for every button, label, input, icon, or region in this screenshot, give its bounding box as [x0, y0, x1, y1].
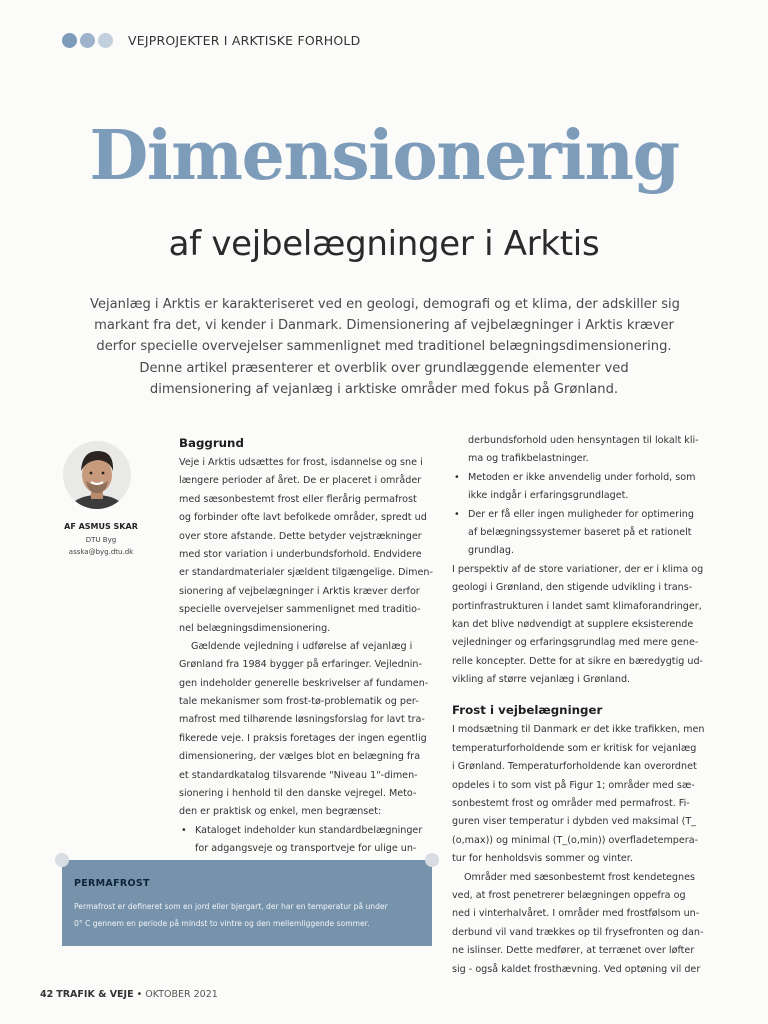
- text-line: og forbinder ofte lavt befolkede områder, spredt ud: [179, 512, 427, 524]
- author-email: asska@byg.dtu.dk: [68, 548, 134, 556]
- bullet-text: Kataloget indeholder kun standardbelægninger: [195, 824, 423, 836]
- text-line: over store afstande. Dette betyder vejstrækninger: [179, 530, 422, 542]
- section-heading: Frost i vejbelægninger: [452, 703, 603, 718]
- author-org: DTU Byg: [85, 536, 117, 544]
- bullet-marker: •: [454, 508, 460, 520]
- intro-line: markant fra det, vi kender i Danmark. Dimensionering af vejbelægninger i Arktis kræver: [94, 318, 674, 334]
- article-title: Dimensionering: [89, 116, 679, 196]
- text-line: ma og trafikbelastninger.: [468, 453, 589, 465]
- text-line: dimensionering, der vælges blot en belægning fra: [179, 751, 421, 763]
- text-line: fikerede veje. I praksis foretages der ingen egentlig: [179, 732, 427, 744]
- article-subtitle: af vejbelægninger i Arktis: [168, 224, 600, 264]
- text-line: kan det blive nødvendigt at supplere eksisterende: [452, 618, 694, 630]
- bullet-text: Der er få eller ingen muligheder for optimering: [468, 508, 694, 520]
- page-footer: [40, 989, 218, 1000]
- permafrost-infobox: [62, 860, 432, 946]
- text-line: specielle overvejelser sammenlignet med traditio-: [179, 604, 421, 616]
- decor-dot-1: [62, 33, 77, 48]
- intro-line: Denne artikel præsenterer et overblik over grundlæggende elementer ved: [139, 360, 629, 376]
- text-line: opdeles i to som vist på Figur 1; områder med sæ-: [452, 779, 695, 791]
- text-line: vikling af større vejanlæg i Grønland.: [452, 674, 631, 686]
- text-line: relle koncepter. Dette for at sikre en bæredygtig ud-: [452, 655, 704, 667]
- text-line: ved, at frost penetrerer belægningen oppefra og: [452, 889, 686, 901]
- decor-dot-2: [80, 33, 95, 48]
- section-header: [62, 30, 360, 50]
- text-line: grundlag.: [468, 545, 514, 557]
- text-line: mafrost med tilhørende løsningsforslag for lavt tra-: [179, 714, 425, 726]
- text-line: et standardkatalog tilsvarende "Niveau 1"-dimen-: [179, 769, 418, 781]
- text-line: nel belægningsdimensionering.: [179, 622, 331, 634]
- text-line: I modsætning til Danmark er det ikke trafikken, men: [452, 724, 705, 736]
- author-photo: [62, 435, 132, 515]
- article-column-left: [179, 432, 437, 859]
- article-intro: [90, 294, 678, 400]
- intro-line: Vejanlæg i Arktis er karakteriseret ved en geologi, demografi og et klima, der adskiller sig: [90, 297, 680, 312]
- text-line: Gældende vejledning i udførelse af vejanlæg i: [191, 640, 413, 652]
- issue-date: OKTOBER 2021: [145, 989, 218, 1000]
- text-line: sionering af vejbelægninger i Arktis kræver derfor: [179, 585, 420, 597]
- text-line: derbund vil vand trækkes op til frysefronten og dan-: [452, 926, 704, 938]
- text-line: ne islinser. Dette medfører, at terrænet over løfter: [452, 945, 695, 957]
- text-line: temperaturforholdende som er kritisk for vejanlæg: [452, 742, 697, 754]
- section-label: VEJPROJEKTER I ARKTISKE FORHOLD: [128, 32, 361, 48]
- decor-dot-3: [98, 33, 113, 48]
- infobox-line: 0° C gennem en periode på mindst to vintre og den mellemliggende sommer.: [74, 919, 370, 928]
- text-line: tur for henholdsvis sommer og vinter.: [452, 853, 633, 865]
- text-line: sionering i henhold til den danske vejregel. Meto-: [179, 788, 417, 800]
- bullet-text: Metoden er ikke anvendelig under forhold, som: [468, 471, 696, 483]
- infobox-text: [74, 898, 424, 932]
- text-line: længere perioder af året. De er placeret i områder: [179, 475, 422, 487]
- infobox-corner-dot-right: [425, 853, 439, 867]
- text-line: Veje i Arktis udsættes for frost, isdannelse og sne i: [179, 457, 423, 468]
- text-line: I perspektiv af de store variationer, der er i klima og: [452, 563, 704, 575]
- bullet-item: [452, 469, 706, 487]
- text-line: geologi i Grønland, den stigende udvikling i trans-: [452, 582, 693, 594]
- infobox-corner-dot-left: [55, 853, 69, 867]
- infobox-title: PERMAFROST: [74, 878, 150, 889]
- bullet-item: [452, 506, 706, 524]
- intro-line: derfor specielle overvejelser sammenlignet med traditionel belægningsdimensionering.: [96, 339, 672, 355]
- section-heading: Baggrund: [179, 436, 244, 450]
- text-line: sonbestemt frost og områder med permafrost. Fi-: [452, 798, 690, 810]
- text-line: gen indeholder generelle beskrivelser af fundamen-: [179, 677, 429, 689]
- text-line: med sæsonbestemt frost eller flerårig permafrost: [179, 493, 417, 505]
- text-line: den er praktisk og enkel, men begrænset:: [179, 806, 382, 818]
- text-line: med stor variation i underbundsforhold. Endvidere: [179, 548, 422, 560]
- text-line: ikke indgår i erfaringsgrundlaget.: [468, 490, 629, 502]
- intro-line: dimensionering af vejanlæg i arktiske områder med fokus på Grønland.: [149, 381, 619, 397]
- text-line: Grønland fra 1984 bygger på erfaringer. Vejlednin-: [179, 659, 422, 671]
- text-line: af belægningssystemer baseret på et rationelt: [468, 526, 692, 538]
- bullet-marker: •: [454, 471, 460, 483]
- text-line: er standardmaterialer sjældent tilgængelige. Dimen-: [179, 567, 433, 579]
- text-line: Områder med sæsonbestemt frost kendetegnes: [464, 871, 695, 883]
- text-line: derbundsforhold uden hensyntagen til lokalt kli-: [468, 435, 699, 446]
- text-line: (o,max)) og minimal (T_(o,min)) overfladetempera-: [452, 834, 699, 846]
- text-line: portinfrastrukturen i landet samt klimaforandringer,: [452, 600, 702, 612]
- text-line: sig - også kaldet frosthævning. Ved optøning vil der: [452, 963, 701, 975]
- text-line: for adgangsveje og transportveje for ulige un-: [195, 843, 417, 855]
- text-line: vejledninger og erfaringsgrundlag med mere gene-: [452, 637, 699, 649]
- author-name: AF ASMUS SKAR: [64, 522, 138, 531]
- text-line: i Grønland. Temperaturforholdende kan overordnet: [452, 761, 697, 773]
- text-line: tale mekanismer som frost-tø-problematik og per-: [179, 696, 419, 708]
- footer-separator: •: [136, 989, 143, 1000]
- bullet-marker: •: [181, 824, 187, 836]
- text-line: guren viser temperatur i dybden ved maksimal (T_: [452, 816, 697, 828]
- text-line: ned i vinterhalvåret. I områder med frostfølsom un-: [452, 908, 700, 920]
- infobox-line: Permafrost er defineret som en jord eller bjergart, der har en temperatur på under: [74, 902, 388, 911]
- article-column-right: [452, 432, 706, 979]
- bullet-item: [179, 822, 437, 840]
- page-number: 42: [40, 989, 54, 1000]
- magazine-name: TRAFIK & VEJE: [56, 989, 134, 1000]
